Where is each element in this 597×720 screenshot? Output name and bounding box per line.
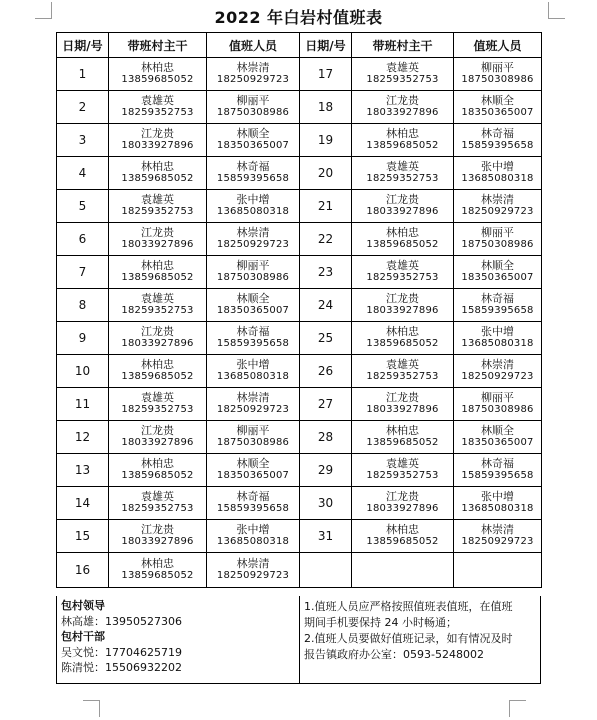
empty-cell	[352, 553, 454, 588]
staff-cell	[454, 256, 542, 289]
day-number: 2	[57, 91, 109, 124]
staff-name: 林崇清	[236, 61, 270, 74]
duty-table	[56, 32, 542, 588]
staff-cell	[207, 388, 300, 421]
leader-phone: 18033927896	[366, 305, 439, 316]
leader-cell	[109, 553, 207, 588]
village-cadre-heading: 包村干部	[61, 630, 105, 643]
day-number: 10	[57, 355, 109, 388]
leader-name: 袁雄英	[141, 193, 174, 206]
leader-phone: 13859685052	[121, 470, 194, 481]
leader-cell	[109, 487, 207, 520]
leader-cell	[352, 157, 454, 190]
leader-cell	[109, 124, 207, 157]
leader-phone: 18259352753	[121, 503, 194, 514]
empty-cell	[300, 553, 352, 588]
leader-cell	[352, 190, 454, 223]
leader-cell	[109, 223, 207, 256]
day-number: 7	[57, 256, 109, 289]
staff-name: 林崇清	[236, 226, 270, 239]
day-number: 24	[300, 289, 352, 322]
staff-phone: 18250929723	[461, 206, 534, 217]
leader-name: 林柏忠	[141, 61, 174, 74]
rule-text: 报告镇政府办公室：0593-5248002	[304, 648, 484, 661]
leader-phone: 13859685052	[366, 338, 439, 349]
leader-name: 林柏忠	[386, 523, 419, 536]
day-number: 16	[57, 553, 109, 588]
staff-phone: 13685080318	[461, 338, 534, 349]
table-row	[57, 223, 542, 256]
table-row	[57, 256, 542, 289]
leader-phone: 18259352753	[121, 305, 194, 316]
day-number: 18	[300, 91, 352, 124]
day-number: 1	[57, 58, 109, 91]
staff-cell	[207, 157, 300, 190]
leader-cell	[352, 421, 454, 454]
leader-cell	[109, 520, 207, 553]
day-number: 12	[57, 421, 109, 454]
rule-text: 1.值班人员应严格按照值班表值班，在值班	[304, 600, 513, 613]
staff-cell	[454, 58, 542, 91]
leader-name: 江龙贵	[386, 292, 419, 305]
staff-name: 林奇福	[236, 160, 270, 173]
rule-text: 2.值班人员要做好值班记录，如有情况及时	[304, 632, 513, 645]
table-header-row	[57, 33, 542, 58]
leader-name: 江龙贵	[386, 94, 419, 107]
staff-cell	[207, 91, 300, 124]
leader-phone: 13859685052	[366, 536, 439, 547]
leader-phone: 13859685052	[121, 371, 194, 382]
leader-cell	[352, 256, 454, 289]
leader-cell	[109, 289, 207, 322]
staff-name: 张中增	[481, 490, 514, 503]
staff-cell	[207, 190, 300, 223]
leader-name: 林柏忠	[141, 160, 174, 173]
staff-name: 张中增	[481, 160, 514, 173]
leader-cell	[352, 124, 454, 157]
leader-phone: 13859685052	[121, 272, 194, 283]
leader-name: 江龙贵	[141, 523, 174, 536]
leader-phone: 18259352753	[366, 74, 439, 85]
staff-name: 柳丽平	[236, 94, 270, 107]
table-row	[57, 520, 542, 553]
day-number: 13	[57, 454, 109, 487]
header-leader: 带班村主干	[352, 33, 454, 58]
staff-cell	[207, 553, 300, 588]
staff-cell	[454, 91, 542, 124]
staff-phone: 13685080318	[461, 503, 534, 514]
day-number: 30	[300, 487, 352, 520]
leader-name: 江龙贵	[386, 193, 419, 206]
staff-cell	[207, 454, 300, 487]
staff-phone: 18750308986	[461, 404, 534, 415]
header-day: 日期/号	[57, 33, 109, 58]
staff-phone: 18750308986	[216, 107, 290, 118]
staff-phone: 18350365007	[461, 272, 534, 283]
leader-phone: 18259352753	[366, 173, 439, 184]
day-number: 20	[300, 157, 352, 190]
day-number: 26	[300, 355, 352, 388]
duty-rules	[300, 596, 542, 683]
leader-phone: 18033927896	[366, 404, 439, 415]
staff-cell	[454, 124, 542, 157]
staff-cell	[207, 58, 300, 91]
staff-phone: 18750308986	[461, 74, 534, 85]
table-row	[57, 553, 542, 588]
table-row	[57, 289, 542, 322]
header-leader: 带班村主干	[109, 33, 207, 58]
leader-cell	[352, 520, 454, 553]
staff-phone: 13685080318	[216, 536, 290, 547]
staff-cell	[454, 520, 542, 553]
leader-name: 林柏忠	[141, 557, 174, 570]
staff-cell	[207, 289, 300, 322]
day-number: 5	[57, 190, 109, 223]
staff-cell	[454, 355, 542, 388]
village-cadre-contact: 吴文悦：17704625719	[61, 645, 182, 659]
day-number: 15	[57, 520, 109, 553]
leader-phone: 18033927896	[366, 206, 439, 217]
table-row	[57, 91, 542, 124]
day-number: 17	[300, 58, 352, 91]
staff-cell	[454, 388, 542, 421]
leader-name: 袁雄英	[386, 457, 419, 470]
staff-name: 张中增	[236, 358, 270, 371]
staff-name: 林顺全	[236, 127, 270, 140]
staff-cell	[207, 223, 300, 256]
leader-phone: 18033927896	[366, 107, 439, 118]
staff-cell	[454, 157, 542, 190]
day-number: 6	[57, 223, 109, 256]
leader-name: 江龙贵	[141, 127, 174, 140]
staff-phone: 18250929723	[216, 570, 290, 581]
leader-cell	[352, 487, 454, 520]
staff-phone: 13685080318	[461, 173, 534, 184]
staff-phone: 18250929723	[216, 239, 290, 250]
day-number: 11	[57, 388, 109, 421]
leader-cell	[109, 91, 207, 124]
leader-phone: 13859685052	[366, 437, 439, 448]
page-title: 2022 年白岩村值班表	[214, 8, 383, 27]
leader-name: 袁雄英	[141, 94, 174, 107]
leader-phone: 18259352753	[366, 272, 439, 283]
leader-phone: 18033927896	[121, 338, 194, 349]
leader-cell	[352, 223, 454, 256]
leader-name: 林柏忠	[141, 457, 174, 470]
table-row	[57, 454, 542, 487]
staff-cell	[454, 289, 542, 322]
staff-cell	[454, 190, 542, 223]
staff-name: 林崇清	[236, 391, 270, 404]
leader-phone: 13859685052	[121, 570, 194, 581]
rule-text: 期间手机要保持 24 小时畅通；	[304, 616, 457, 629]
staff-phone: 18250929723	[461, 536, 534, 547]
contact-block	[57, 596, 300, 683]
leader-cell	[109, 454, 207, 487]
leader-phone: 18033927896	[121, 239, 194, 250]
staff-phone: 18750308986	[461, 239, 534, 250]
leader-cell	[352, 454, 454, 487]
staff-cell	[207, 256, 300, 289]
leader-name: 袁雄英	[141, 490, 174, 503]
staff-name: 林崇清	[236, 557, 270, 570]
leader-phone: 13859685052	[121, 74, 194, 85]
leader-name: 林柏忠	[386, 325, 419, 338]
day-number: 14	[57, 487, 109, 520]
table-row	[57, 157, 542, 190]
leader-cell	[352, 388, 454, 421]
leader-phone: 18259352753	[366, 470, 439, 481]
village-leader-contact: 林高雄：13950527306	[61, 614, 182, 628]
staff-phone: 18250929723	[461, 371, 534, 382]
leader-name: 林柏忠	[386, 226, 419, 239]
footer-notes	[56, 596, 541, 684]
day-number: 4	[57, 157, 109, 190]
leader-name: 袁雄英	[386, 61, 419, 74]
day-number: 23	[300, 256, 352, 289]
staff-cell	[454, 454, 542, 487]
staff-phone: 18350365007	[216, 305, 290, 316]
staff-name: 柳丽平	[481, 226, 514, 239]
leader-phone: 13859685052	[366, 239, 439, 250]
page-corner-mark	[509, 700, 526, 717]
leader-phone: 18259352753	[121, 107, 194, 118]
staff-phone: 18250929723	[216, 74, 290, 85]
staff-name: 林崇清	[481, 193, 514, 206]
staff-cell	[454, 322, 542, 355]
staff-cell	[207, 520, 300, 553]
staff-phone: 18350365007	[216, 470, 290, 481]
leader-name: 袁雄英	[386, 358, 419, 371]
day-number: 9	[57, 322, 109, 355]
leader-cell	[352, 322, 454, 355]
leader-cell	[109, 421, 207, 454]
staff-name: 林奇福	[481, 127, 514, 140]
leader-name: 林柏忠	[141, 358, 174, 371]
leader-cell	[352, 289, 454, 322]
table-row	[57, 322, 542, 355]
leader-name: 江龙贵	[141, 226, 174, 239]
leader-cell	[109, 256, 207, 289]
staff-cell	[207, 355, 300, 388]
village-cadre-contact: 陈清悦：15506932202	[61, 661, 182, 674]
leader-phone: 18033927896	[121, 437, 194, 448]
leader-name: 江龙贵	[386, 490, 419, 503]
page-corner-mark	[83, 700, 100, 717]
staff-name: 柳丽平	[481, 391, 514, 404]
day-number: 27	[300, 388, 352, 421]
leader-name: 林柏忠	[141, 259, 174, 272]
leader-phone: 18033927896	[121, 140, 194, 151]
day-number: 22	[300, 223, 352, 256]
leader-phone: 18259352753	[121, 206, 194, 217]
staff-cell	[207, 322, 300, 355]
staff-cell	[454, 487, 542, 520]
day-number: 19	[300, 124, 352, 157]
staff-cell	[454, 421, 542, 454]
table-row	[57, 421, 542, 454]
table-row	[57, 388, 542, 421]
leader-name: 林柏忠	[386, 127, 419, 140]
header-staff: 值班人员	[207, 33, 300, 58]
staff-phone: 13685080318	[216, 206, 290, 217]
day-number: 28	[300, 421, 352, 454]
staff-phone: 18750308986	[216, 272, 290, 283]
staff-name: 林奇福	[481, 457, 514, 470]
staff-name: 柳丽平	[481, 61, 514, 74]
leader-cell	[109, 355, 207, 388]
staff-cell	[207, 421, 300, 454]
leader-name: 江龙贵	[141, 424, 174, 437]
leader-phone: 13859685052	[366, 140, 439, 151]
leader-cell	[109, 190, 207, 223]
staff-name: 林顺全	[481, 259, 514, 272]
empty-cell	[454, 553, 542, 588]
staff-cell	[207, 487, 300, 520]
leader-cell	[352, 355, 454, 388]
staff-name: 林顺全	[236, 457, 270, 470]
staff-name: 张中增	[236, 193, 270, 206]
leader-phone: 18033927896	[121, 536, 194, 547]
staff-phone: 18350365007	[216, 140, 290, 151]
day-number: 8	[57, 289, 109, 322]
staff-name: 张中增	[236, 523, 270, 536]
staff-name: 林奇福	[236, 490, 270, 503]
leader-name: 江龙贵	[386, 391, 419, 404]
leader-name: 江龙贵	[141, 325, 174, 338]
leader-name: 袁雄英	[141, 391, 174, 404]
leader-name: 袁雄英	[386, 259, 419, 272]
header-staff: 值班人员	[454, 33, 542, 58]
staff-name: 柳丽平	[236, 259, 270, 272]
staff-name: 张中增	[481, 325, 514, 338]
staff-phone: 15859395658	[216, 173, 290, 184]
staff-phone: 15859395658	[216, 503, 290, 514]
table-row	[57, 487, 542, 520]
table-row	[57, 124, 542, 157]
staff-phone: 18250929723	[216, 404, 290, 415]
header-day: 日期/号	[300, 33, 352, 58]
staff-phone: 15859395658	[216, 338, 290, 349]
leader-phone: 13859685052	[121, 173, 194, 184]
staff-name: 林奇福	[236, 325, 270, 338]
staff-name: 林崇清	[481, 523, 514, 536]
leader-cell	[109, 322, 207, 355]
table-row	[57, 355, 542, 388]
leader-cell	[109, 157, 207, 190]
table-row	[57, 190, 542, 223]
day-number: 3	[57, 124, 109, 157]
staff-name: 林顺全	[481, 94, 514, 107]
leader-name: 林柏忠	[386, 424, 419, 437]
village-leader-heading: 包村领导	[61, 599, 105, 612]
table-row	[57, 58, 542, 91]
staff-cell	[207, 124, 300, 157]
staff-phone: 13685080318	[216, 371, 290, 382]
staff-name: 林奇福	[481, 292, 514, 305]
leader-phone: 18259352753	[121, 404, 194, 415]
staff-phone: 18350365007	[461, 107, 534, 118]
staff-phone: 18350365007	[461, 437, 534, 448]
staff-name: 林崇清	[481, 358, 514, 371]
staff-cell	[454, 223, 542, 256]
leader-phone: 18259352753	[366, 371, 439, 382]
staff-phone: 15859395658	[461, 470, 534, 481]
staff-phone: 15859395658	[461, 305, 534, 316]
staff-name: 林顺全	[481, 424, 514, 437]
leader-name: 袁雄英	[386, 160, 419, 173]
leader-cell	[109, 58, 207, 91]
leader-cell	[109, 388, 207, 421]
leader-cell	[352, 58, 454, 91]
leader-cell	[352, 91, 454, 124]
staff-phone: 18750308986	[216, 437, 290, 448]
staff-name: 柳丽平	[236, 424, 270, 437]
staff-phone: 15859395658	[461, 140, 534, 151]
leader-phone: 18033927896	[366, 503, 439, 514]
day-number: 25	[300, 322, 352, 355]
staff-name: 林顺全	[236, 292, 270, 305]
day-number: 31	[300, 520, 352, 553]
day-number: 21	[300, 190, 352, 223]
day-number: 29	[300, 454, 352, 487]
leader-name: 袁雄英	[141, 292, 174, 305]
